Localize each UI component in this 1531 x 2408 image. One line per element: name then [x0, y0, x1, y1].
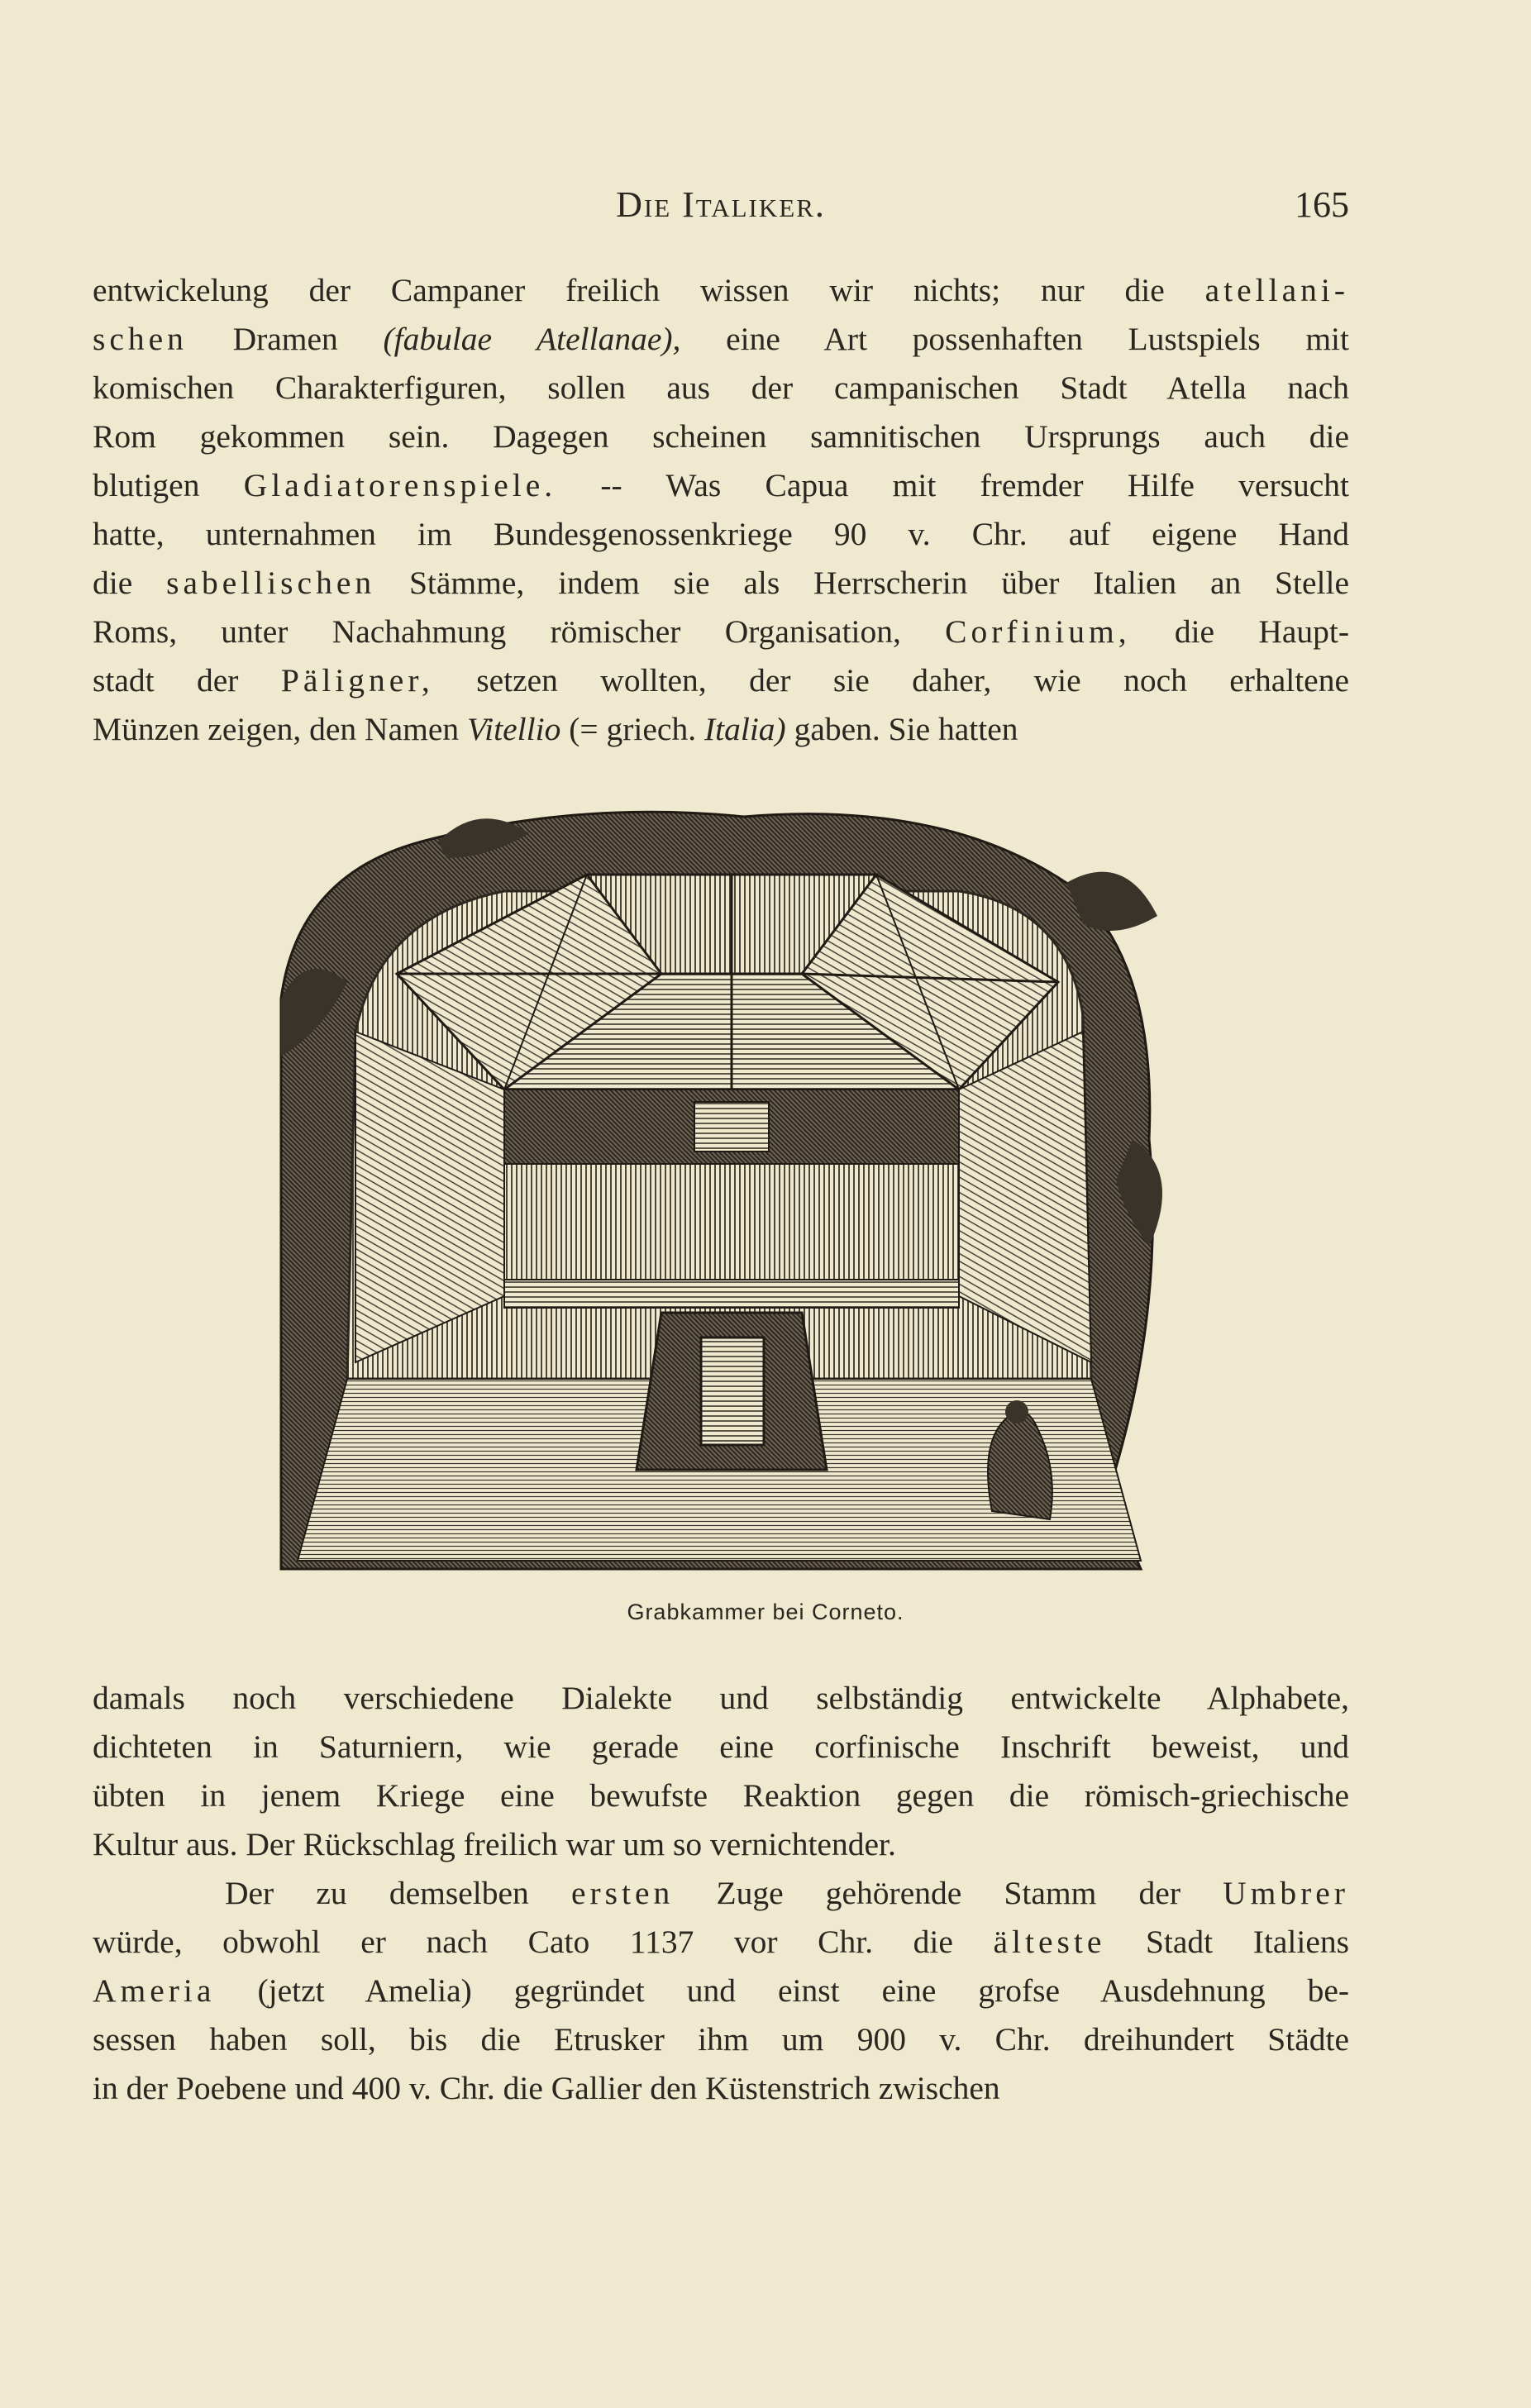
engraving-tomb-chamber — [231, 784, 1207, 1585]
italic-term: Vitellio — [466, 711, 561, 747]
text-line — [93, 315, 1349, 364]
text-run: (= griech. — [560, 711, 704, 747]
text-run: damals noch verschiedene Dialekte und selbständig entwickelte Alphabete, — [93, 1680, 1349, 1716]
text-run: setzen wollten, der sie daher, wie noch erhaltene — [433, 662, 1349, 699]
text-run: dichteten in Saturniern, wie gerade eine corfinische Inschrift beweist, und — [93, 1729, 1349, 1765]
text-run: entwickelung der Campaner freilich wissen wir nichts; nur die — [93, 272, 1205, 308]
text-line — [93, 510, 1349, 559]
text-run: -- Was Capua mit fremder Hilfe versucht — [556, 467, 1349, 503]
text-line — [93, 412, 1349, 461]
spaced-emphasis: Corfinium, — [945, 613, 1131, 650]
text-run: Roms, unter Nachahmung römischer Organisation, — [93, 613, 946, 650]
paragraph-top — [93, 266, 1349, 754]
text-line — [93, 461, 1349, 510]
text-run: Kultur aus. Der Rückschlag freilich war um so vernichtender. — [93, 1826, 896, 1862]
text-run: komischen Charakterfiguren, sollen aus der campanischen Stadt Atella nach — [93, 370, 1349, 406]
text-line — [93, 1723, 1349, 1771]
text-line — [93, 1820, 1349, 1869]
text-run: Stadt Italiens — [1105, 1924, 1349, 1960]
text-line — [93, 705, 1349, 754]
spaced-emphasis: Päligner, — [280, 662, 434, 699]
tomb-chamber-illustration — [231, 784, 1207, 1585]
text-run: stadt der — [93, 662, 281, 699]
italic-term: Italia) — [703, 711, 786, 747]
text-line — [93, 656, 1349, 705]
text-run: würde, obwohl er nach Cato 1137 vor Chr. die — [93, 1924, 994, 1960]
text-run: hatte, unternahmen im Bundesgenossenkriege 90 v. Chr. auf eigene Hand — [93, 516, 1349, 552]
italic-term: (fabulae Atellanae), — [383, 321, 681, 357]
text-line — [93, 266, 1349, 315]
text-run: Zuge gehörende Stamm der — [674, 1875, 1223, 1911]
paragraph-bottom — [93, 1674, 1349, 2113]
figure-caption: Grabkammer bei Corneto. — [627, 1600, 904, 1624]
spaced-emphasis: atellani- — [1204, 272, 1349, 308]
spaced-emphasis: schen — [93, 321, 188, 357]
spaced-emphasis: älteste — [993, 1924, 1106, 1960]
running-head — [93, 184, 1349, 233]
spaced-emphasis: sabellischen — [166, 565, 376, 601]
text-run: Rom gekommen sein. Dagegen scheinen samnitischen Ursprungs auch die — [93, 418, 1349, 455]
spaced-emphasis: ersten — [570, 1875, 675, 1911]
text-run: Stämme, indem sie als Herrscherin über Italien an Stelle — [375, 565, 1349, 601]
text-line — [93, 1869, 1349, 1918]
text-line — [93, 1967, 1349, 2015]
text-run: blutigen — [93, 467, 244, 503]
text-run: in der Poebene und 400 v. Chr. die Gallier den Küstenstrich zwischen — [93, 2070, 1000, 2106]
page-number: 165 — [1295, 184, 1349, 225]
text-line — [93, 1918, 1349, 1967]
text-line — [93, 364, 1349, 412]
text-line — [93, 559, 1349, 608]
text-run: Münzen zeigen, den Namen — [93, 711, 467, 747]
text-line — [93, 2015, 1349, 2064]
text-run: (jetzt Amelia) gegründet und einst eine grofse Ausdehnung be- — [215, 1972, 1349, 2009]
text-run: die Haupt- — [1130, 613, 1350, 650]
text-line — [93, 1674, 1349, 1723]
text-run: sessen haben soll, bis die Etrusker ihm um 900 v. Chr. dreihundert Städte — [93, 2021, 1349, 2058]
text-run: gaben. Sie hatten — [785, 711, 1018, 747]
text-line — [93, 608, 1349, 656]
text-line — [93, 2064, 1349, 2113]
text-run: übten in jenem Kriege eine bewufste Reaktion gegen die römisch-griechische — [93, 1777, 1349, 1814]
spaced-emphasis: Gladiatorenspiele. — [243, 467, 557, 503]
text-run: eine Art possenhaften Lustspiels mit — [680, 321, 1349, 357]
running-title: Die Italiker. — [616, 184, 826, 225]
text-line — [93, 1771, 1349, 1820]
spaced-emphasis: Ameria — [93, 1972, 216, 2009]
text-run: Dramen — [187, 321, 384, 357]
spaced-emphasis: Umbrer — [1223, 1875, 1349, 1911]
text-run: die — [93, 565, 167, 601]
text-run: Der zu demselben — [225, 1875, 571, 1911]
